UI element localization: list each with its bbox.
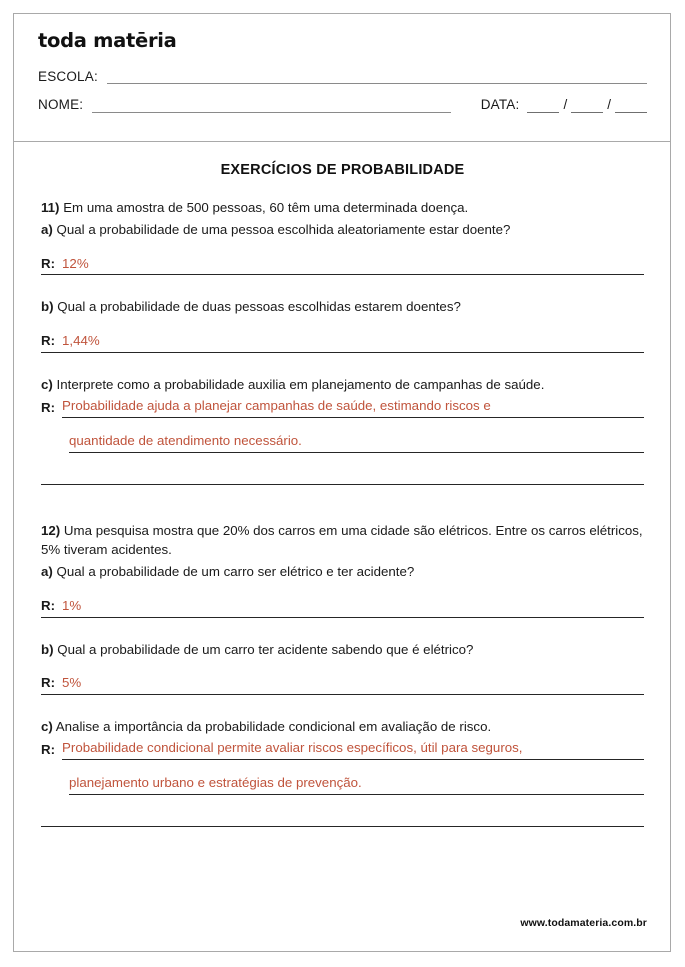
question-12-number: 12) bbox=[41, 522, 61, 538]
question-11-number: 11) bbox=[41, 200, 60, 215]
answer-12b bbox=[41, 675, 644, 695]
answer-11c-row-1 bbox=[41, 397, 644, 418]
answer-11a-line bbox=[41, 256, 644, 272]
date-separator-2: / bbox=[607, 97, 611, 113]
question-12a-letter: a) bbox=[41, 564, 53, 580]
name-label: NOME: bbox=[38, 97, 84, 113]
date-separator-1: / bbox=[563, 97, 568, 113]
answer-11b-value[interactable]: 1,44% bbox=[62, 332, 100, 348]
question-12b-prompt bbox=[41, 640, 644, 659]
question-12b-prompt-text: Qual a probabilidade de um carro ter acidente sabendo que é elétrico? bbox=[57, 641, 474, 657]
school-field-row bbox=[38, 70, 647, 85]
worksheet-content bbox=[14, 142, 670, 827]
school-label: ESCOLA: bbox=[38, 68, 98, 84]
answer-12c-row-1 bbox=[41, 739, 644, 760]
date-day-rule[interactable] bbox=[527, 101, 559, 113]
worksheet-page bbox=[13, 13, 671, 952]
answer-11b bbox=[41, 333, 644, 353]
school-input-rule[interactable] bbox=[107, 72, 647, 84]
page-title: EXERCÍCIOS DE PROBABILIDADE bbox=[220, 162, 465, 178]
worksheet-header bbox=[14, 14, 670, 142]
answer-prefix: R: bbox=[41, 674, 56, 690]
answer-11a-value[interactable]: 12% bbox=[62, 255, 89, 271]
question-11b-prompt bbox=[41, 297, 644, 316]
answer-prefix: R: bbox=[41, 597, 56, 613]
question-11b-letter: b) bbox=[41, 299, 54, 315]
answer-12a-value[interactable]: 1% bbox=[62, 597, 82, 613]
answer-12a bbox=[41, 598, 644, 618]
answer-11c-line-3[interactable] bbox=[41, 467, 644, 485]
question-12a-prompt-text: Qual a probabilidade de um carro ser elétrico e ter acidente? bbox=[56, 564, 415, 580]
answer-11b-line bbox=[41, 333, 644, 349]
answer-11c-row-2 bbox=[41, 432, 644, 453]
answer-11c-line-1[interactable]: Probabilidade ajuda a planejar campanhas de saúde, estimando riscos e bbox=[62, 397, 644, 418]
question-12a-prompt bbox=[41, 562, 644, 581]
question-12-statement bbox=[41, 521, 644, 560]
answer-11c-line-2[interactable]: quantidade de atendimento necessário. bbox=[69, 432, 644, 453]
answer-12b-line bbox=[41, 675, 644, 691]
brand-logo: toda matēria bbox=[38, 29, 177, 52]
question-block-12 bbox=[41, 521, 644, 827]
question-11c-prompt-text: Interprete como a probabilidade auxilia em planejamento de campanhas de saúde. bbox=[56, 376, 545, 392]
answer-12a-line bbox=[41, 598, 644, 614]
answer-11a bbox=[41, 256, 644, 276]
answer-prefix: R: bbox=[41, 399, 56, 415]
question-11c-prompt bbox=[41, 375, 644, 394]
name-input-rule[interactable] bbox=[92, 101, 450, 113]
answer-12c-row-2 bbox=[41, 774, 644, 795]
answer-prefix: R: bbox=[41, 255, 56, 271]
answer-12c bbox=[41, 739, 644, 827]
date-label: DATA: bbox=[480, 97, 520, 113]
date-month-rule[interactable] bbox=[571, 101, 603, 113]
question-11b-prompt-text: Qual a probabilidade de duas pessoas escolhidas estarem doentes? bbox=[57, 299, 461, 315]
question-11c-letter: c) bbox=[41, 376, 53, 392]
answer-prefix: R: bbox=[41, 742, 56, 758]
date-field-group bbox=[481, 98, 647, 113]
question-11-statement-text: Em uma amostra de 500 pessoas, 60 têm uma determinada doença. bbox=[63, 200, 469, 215]
question-11a-prompt-text: Qual a probabilidade de uma pessoa escolhida aleatoriamente estar doente? bbox=[56, 222, 511, 238]
question-12b-letter: b) bbox=[41, 641, 54, 657]
answer-11c bbox=[41, 397, 644, 485]
question-11a-prompt bbox=[41, 220, 644, 239]
answer-12c-line-2[interactable]: planejamento urbano e estratégias de prevenção. bbox=[69, 774, 644, 795]
question-12c-prompt bbox=[41, 717, 644, 736]
name-date-field-row bbox=[38, 98, 647, 113]
question-11a-letter: a) bbox=[41, 222, 53, 238]
question-12c-letter: c) bbox=[41, 718, 53, 734]
answer-12b-value[interactable]: 5% bbox=[62, 674, 82, 690]
question-12-statement-text: Uma pesquisa mostra que 20% dos carros em uma cidade são elétricos. Entre os carros elétricos, 5% tiveram acidentes. bbox=[41, 522, 643, 558]
question-block-11 bbox=[41, 198, 644, 485]
answer-prefix: R: bbox=[41, 332, 56, 348]
answer-12c-line-3[interactable] bbox=[41, 809, 644, 827]
question-11-statement bbox=[41, 198, 644, 217]
date-year-rule[interactable] bbox=[615, 101, 647, 113]
site-url: www.todamateria.com.br bbox=[520, 917, 647, 929]
answer-12c-line-1[interactable]: Probabilidade condicional permite avaliar riscos específicos, útil para seguros, bbox=[62, 739, 644, 760]
question-12c-prompt-text: Analise a importância da probabilidade condicional em avaliação de risco. bbox=[55, 718, 492, 734]
